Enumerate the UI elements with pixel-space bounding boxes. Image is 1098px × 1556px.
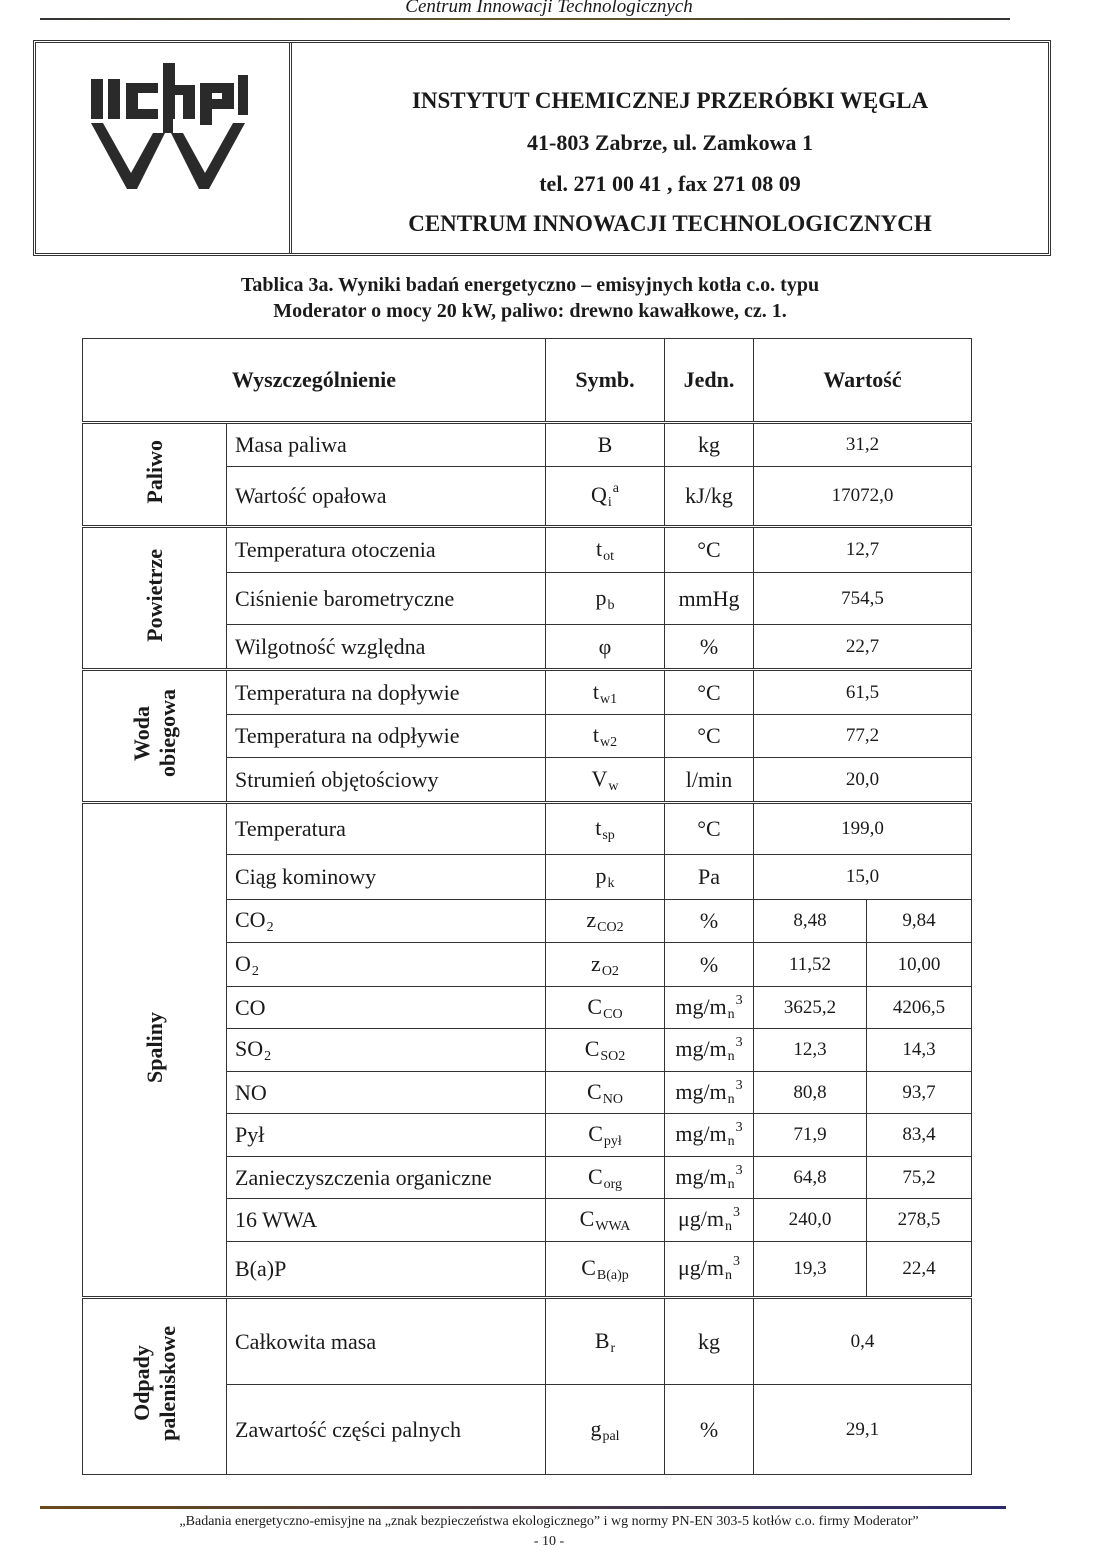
group-label-cell [83, 1298, 227, 1475]
parameter-symbol [546, 573, 665, 625]
unit-text: mg/m [675, 993, 727, 1019]
group-label [142, 440, 168, 504]
unit-text: mg/m [675, 1121, 727, 1146]
group-label-cell [83, 423, 227, 527]
table-row [83, 527, 972, 573]
sym-subscript: r [610, 1340, 616, 1356]
name-text: Wilgotność względna [235, 633, 426, 659]
parameter-symbol [546, 715, 665, 758]
unit-subscript: n [727, 1091, 735, 1107]
table-row [83, 1298, 972, 1385]
unit-text: % [699, 908, 719, 933]
unit-text: mg/m [675, 1163, 727, 1189]
parameter-unit [665, 1298, 754, 1385]
unit-superscript: 3 [735, 1162, 743, 1178]
unit-text: mg/m [675, 1036, 727, 1061]
header-unit: Jedn. [665, 339, 754, 423]
institute-header [33, 40, 1051, 256]
parameter-value: 12,7 [754, 527, 972, 573]
results-table [82, 338, 972, 1475]
sym-subscript: b [607, 597, 615, 613]
parameter-unit [665, 1242, 754, 1298]
parameter-symbol [546, 625, 665, 670]
parameter-symbol [546, 1029, 665, 1072]
sym-text: C [581, 1255, 596, 1280]
unit-text: °C [697, 679, 721, 705]
parameter-value: 4206,5 [867, 987, 972, 1029]
parameter-unit [665, 1385, 754, 1475]
sym-subscript: org [603, 1176, 623, 1192]
parameter-symbol [546, 1242, 665, 1298]
unit-text: μg/m [677, 1206, 725, 1231]
unit-text: mg/m [675, 1078, 727, 1104]
parameter-unit [665, 855, 754, 900]
parameter-value: 14,3 [867, 1029, 972, 1072]
name-text: Pył [235, 1122, 265, 1147]
sym-subscript: i [607, 495, 612, 510]
group-label-cell [83, 527, 227, 670]
parameter-value: 12,3 [754, 1029, 867, 1072]
sym-subscript: k [607, 876, 615, 891]
parameter-value: 77,2 [754, 715, 972, 758]
sym-subscript: SO2 [600, 1049, 626, 1064]
parameter-value: 19,3 [754, 1242, 867, 1298]
name-text: 16 WWA [235, 1207, 318, 1232]
unit-superscript: 3 [735, 992, 743, 1008]
parameter-name [227, 987, 546, 1029]
parameter-symbol [546, 423, 665, 467]
parameter-value: 9,84 [867, 900, 972, 943]
unit-text: % [699, 633, 719, 659]
group-label-line: Woda [128, 705, 154, 761]
parameter-unit [665, 1072, 754, 1114]
parameter-symbol [546, 1199, 665, 1242]
sym-text: C [584, 1036, 600, 1061]
parameter-unit [665, 803, 754, 855]
parameter-name [227, 1157, 546, 1199]
parameter-name [227, 1242, 546, 1298]
name-text: CO [235, 994, 266, 1020]
parameter-unit [665, 625, 754, 670]
sym-subscript: w2 [600, 735, 618, 750]
header-description: Wyszczególnienie [83, 339, 546, 423]
name-subscript: 2 [264, 1049, 272, 1064]
parameter-name [227, 1029, 546, 1072]
parameter-unit [665, 900, 754, 943]
name-text: Temperatura na odpływie [235, 723, 460, 748]
group-label-line: obiegowa [154, 689, 180, 777]
sym-subscript: O2 [601, 963, 619, 979]
unit-subscript: n [727, 1049, 735, 1064]
unit-text: °C [697, 723, 721, 748]
parameter-value: 278,5 [867, 1199, 972, 1242]
parameter-name [227, 573, 546, 625]
parameter-value: 8,48 [754, 900, 867, 943]
parameter-value: 754,5 [754, 573, 972, 625]
name-text: Ciąg kominowy [235, 864, 377, 889]
parameter-symbol [546, 1157, 665, 1199]
unit-subscript: n [725, 1268, 733, 1283]
parameter-name [227, 1385, 546, 1475]
parameter-symbol [546, 670, 665, 715]
unit-text: mmHg [678, 585, 740, 611]
parameter-name [227, 527, 546, 573]
parameter-unit [665, 987, 754, 1029]
sym-text: B [594, 1327, 610, 1353]
parameter-symbol [546, 987, 665, 1029]
sym-text: z [586, 907, 597, 932]
sym-text: C [587, 1078, 602, 1104]
name-text: Całkowita masa [235, 1328, 377, 1354]
parameter-value: 10,00 [867, 943, 972, 987]
unit-superscript: 3 [735, 1035, 743, 1050]
sym-text: t [592, 722, 599, 747]
group-label-cell [83, 803, 227, 1298]
sym-text: C [587, 993, 603, 1019]
parameter-value: 20,0 [754, 758, 972, 803]
sym-subscript: pal [602, 1428, 620, 1444]
unit-text: kg [698, 1328, 720, 1354]
sym-subscript: sp [602, 828, 615, 843]
parameter-unit [665, 1157, 754, 1199]
parameter-symbol [546, 758, 665, 803]
name-text: Temperatura [235, 816, 346, 841]
sym-text: t [592, 678, 599, 704]
institute-address: 41-803 Zabrze, ul. Zamkowa 1 [527, 130, 813, 155]
parameter-name [227, 1114, 546, 1157]
parameter-value: 0,4 [754, 1298, 972, 1385]
logo-cell [36, 43, 292, 253]
sym-text: g [590, 1415, 602, 1441]
parameter-value: 71,9 [754, 1114, 867, 1157]
unit-superscript: 3 [735, 1120, 743, 1135]
group-label-line: Odpady [128, 1345, 154, 1422]
name-text: NO [235, 1079, 267, 1105]
parameter-value: 75,2 [867, 1157, 972, 1199]
parameter-value: 80,8 [754, 1072, 867, 1114]
sym-subscript: w [608, 778, 619, 794]
group-label-line: Spaliny [141, 1011, 167, 1083]
parameter-unit [665, 1029, 754, 1072]
name-subscript: 2 [266, 920, 274, 935]
unit-text: % [699, 951, 719, 977]
unit-subscript: n [727, 1134, 735, 1149]
table-row [83, 803, 972, 855]
table-row [83, 423, 972, 467]
unit-text: kJ/kg [685, 483, 733, 508]
parameter-value: 61,5 [754, 670, 972, 715]
sym-text: C [579, 1206, 595, 1231]
page-number: - 10 - [533, 1534, 565, 1549]
parameter-name [227, 803, 546, 855]
name-text: Strumień objętościowy [235, 766, 439, 792]
unit-subscript: n [727, 1006, 735, 1022]
name-text: Wartość opałowa [235, 483, 387, 508]
name-text: SO [235, 1036, 264, 1061]
sym-superscript: a [612, 481, 619, 496]
parameter-value: 64,8 [754, 1157, 867, 1199]
parameter-unit [665, 1114, 754, 1157]
unit-superscript: 3 [735, 1077, 743, 1093]
sym-subscript: NO [602, 1091, 623, 1107]
parameter-unit [665, 467, 754, 527]
name-subscript: 2 [251, 963, 259, 979]
sym-text: B [597, 432, 613, 457]
parameter-name [227, 467, 546, 527]
running-header: Centrum Innowacji Technologicznych [405, 0, 693, 17]
parameter-symbol [546, 1072, 665, 1114]
name-text: Zawartość części palnych [235, 1416, 461, 1442]
sym-text: Q [591, 482, 607, 507]
institute-center: CENTRUM INNOWACJI TECHNOLOGICZNYCH [408, 211, 932, 236]
parameter-name [227, 423, 546, 467]
unit-text: % [699, 1416, 719, 1442]
sym-text: φ [598, 633, 612, 659]
group-label-line: paleniskowe [154, 1326, 180, 1441]
parameter-name [227, 625, 546, 670]
footer-rule [40, 1506, 1006, 1509]
parameter-symbol [546, 1298, 665, 1385]
table-row [83, 670, 972, 715]
parameter-symbol [546, 900, 665, 943]
header-value: Wartość [754, 339, 972, 423]
name-text: B(a)P [235, 1256, 287, 1281]
sym-subscript: WWA [595, 1219, 631, 1234]
table-caption [0, 272, 1060, 324]
parameter-value: 17072,0 [754, 467, 972, 527]
unit-subscript: n [727, 1176, 735, 1192]
sym-subscript: w1 [600, 691, 618, 707]
name-text: Zanieczyszczenia organiczne [235, 1164, 492, 1190]
parameter-name [227, 1072, 546, 1114]
parameter-name [227, 758, 546, 803]
name-text: O [235, 950, 251, 976]
parameter-symbol [546, 467, 665, 527]
institute-info [292, 43, 1048, 253]
institute-phone: tel. 271 00 41 , fax 271 08 09 [539, 171, 801, 196]
parameter-unit [665, 573, 754, 625]
unit-text: μg/m [677, 1255, 725, 1280]
parameter-value: 240,0 [754, 1199, 867, 1242]
unit-superscript: 3 [733, 1205, 741, 1220]
name-text: Masa paliwa [235, 432, 347, 457]
parameter-value: 11,52 [754, 943, 867, 987]
sym-text: t [595, 536, 603, 561]
ichpw-logo [88, 61, 248, 206]
institute-name: INSTYTUT CHEMICZNEJ PRZERÓBKI WĘGLA [411, 88, 929, 113]
parameter-name [227, 1298, 546, 1385]
sym-subscript: B(a)p [596, 1268, 629, 1283]
parameter-name [227, 715, 546, 758]
sym-text: C [588, 1121, 603, 1146]
group-label-line: Paliwo [141, 439, 167, 504]
parameter-value: 31,2 [754, 423, 972, 467]
parameter-value: 83,4 [867, 1114, 972, 1157]
name-text: Temperatura otoczenia [235, 537, 436, 562]
parameter-value: 15,0 [754, 855, 972, 900]
unit-text: l/min [685, 766, 733, 792]
caption-line-2: Moderator o mocy 20 kW, paliwo: drewno kawałkowe, cz. 1. [273, 300, 787, 322]
parameter-unit [665, 943, 754, 987]
group-label-cell [83, 670, 227, 803]
parameter-value: 29,1 [754, 1385, 972, 1475]
parameter-value: 93,7 [867, 1072, 972, 1114]
sym-subscript: ot [603, 549, 614, 564]
sym-text: p [595, 584, 607, 610]
unit-text: kg [698, 432, 720, 457]
caption-line-1: Tablica 3a. Wyniki badań energetyczno – emisyjnych kotła c.o. typu [240, 274, 820, 296]
parameter-name [227, 900, 546, 943]
parameter-unit [665, 1199, 754, 1242]
sym-subscript: CO2 [597, 920, 624, 935]
group-label [142, 1012, 168, 1083]
unit-text: °C [697, 537, 721, 562]
table-header-row [83, 339, 972, 423]
parameter-symbol [546, 527, 665, 573]
name-text: Temperatura na dopływie [235, 679, 460, 705]
unit-text: °C [697, 816, 721, 841]
parameter-symbol [546, 855, 665, 900]
parameter-unit [665, 423, 754, 467]
group-label-line: Powietrze [141, 548, 167, 642]
parameter-unit [665, 527, 754, 573]
parameter-name [227, 670, 546, 715]
sym-subscript: CO [603, 1006, 623, 1022]
parameter-symbol [546, 803, 665, 855]
name-text: CO [235, 907, 266, 932]
parameter-symbol [546, 943, 665, 987]
parameter-value: 22,7 [754, 625, 972, 670]
header-symbol: Symb. [546, 339, 665, 423]
sym-text: p [595, 863, 607, 888]
parameter-unit [665, 715, 754, 758]
parameter-value: 22,4 [867, 1242, 972, 1298]
unit-text: Pa [698, 864, 720, 889]
parameter-name [227, 943, 546, 987]
parameter-value: 3625,2 [754, 987, 867, 1029]
header-rule [40, 18, 1010, 20]
unit-subscript: n [725, 1219, 733, 1234]
parameter-symbol [546, 1114, 665, 1157]
name-text: Ciśnienie barometryczne [235, 585, 455, 611]
footer-text: „Badania energetyczno-emisyjne na „znak bezpieczeństwa ekologicznego” i wg normy PN-EN 303-5 kotłów c.o. firmy Moderator” [179, 1514, 919, 1529]
sym-text: C [587, 1163, 603, 1189]
sym-text: t [595, 815, 602, 840]
parameter-symbol [546, 1385, 665, 1475]
parameter-name [227, 855, 546, 900]
parameter-name [227, 1199, 546, 1242]
sym-text: V [591, 765, 608, 791]
group-label [129, 1326, 181, 1441]
sym-text: z [591, 950, 601, 976]
sym-subscript: pył [603, 1134, 622, 1149]
parameter-unit [665, 670, 754, 715]
unit-superscript: 3 [733, 1254, 741, 1269]
group-label [142, 549, 168, 642]
parameter-unit [665, 758, 754, 803]
group-label [129, 689, 181, 777]
parameter-value: 199,0 [754, 803, 972, 855]
